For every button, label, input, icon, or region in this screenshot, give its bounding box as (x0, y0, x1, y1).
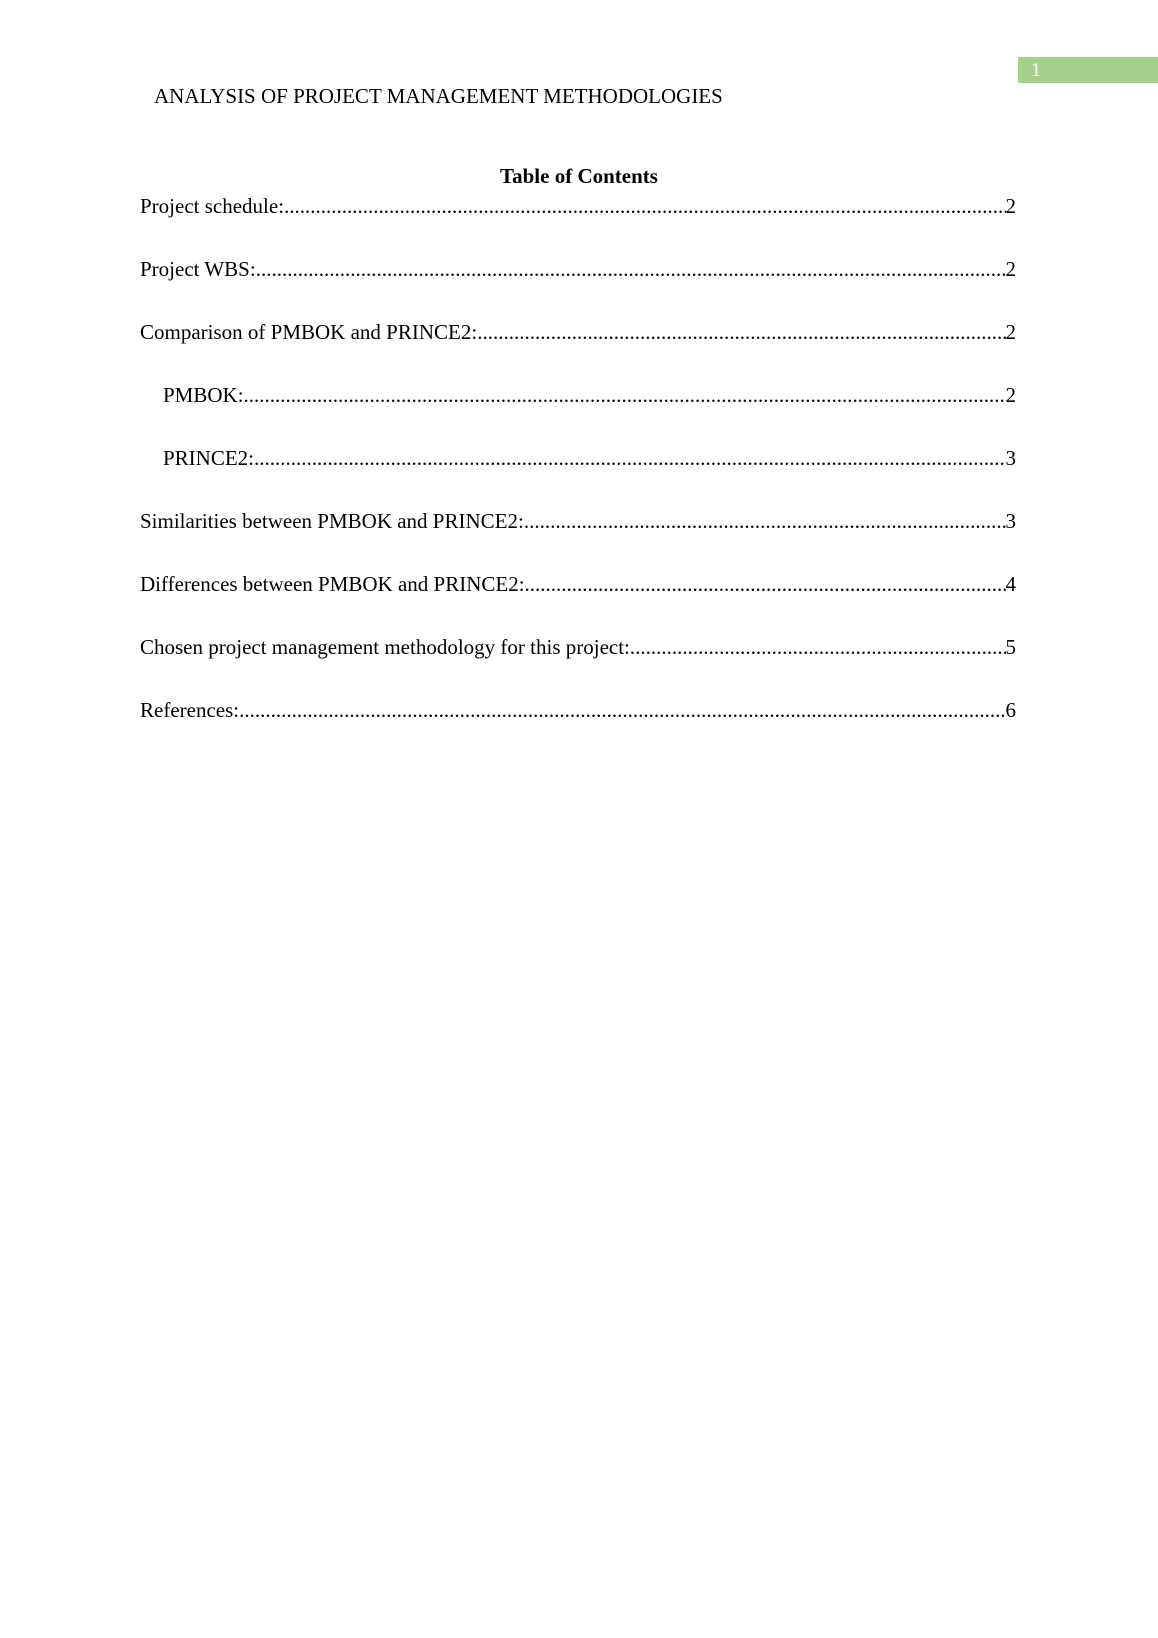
dot-leader (525, 571, 1006, 634)
toc-entry[interactable] (140, 382, 1016, 445)
toc-entry-page: 4 (1005, 572, 1016, 596)
toc-entry-page: 2 (1005, 320, 1016, 344)
dot-leader (244, 382, 1006, 445)
dot-leader (254, 445, 1005, 508)
toc-entry-label[interactable]: Chosen project management methodology for this project: (140, 635, 630, 659)
toc-entry[interactable] (140, 319, 1016, 382)
toc-entry-label[interactable]: Project schedule: (140, 194, 285, 218)
dot-leader (477, 319, 1005, 382)
toc-entry-page: 3 (1005, 446, 1016, 470)
toc-entry-page: 2 (1005, 257, 1016, 281)
page-number: 1 (1018, 57, 1158, 83)
dot-leader (284, 193, 1005, 256)
toc-entry-page: 5 (1005, 635, 1016, 659)
toc-entry-page: 6 (1005, 698, 1016, 722)
dot-leader (630, 634, 1006, 697)
dot-leader (524, 508, 1006, 571)
toc-entry-label[interactable]: References: (140, 698, 240, 722)
running-header: ANALYSIS OF PROJECT MANAGEMENT METHODOLOGIES (154, 84, 723, 108)
toc-title: Table of Contents (500, 164, 658, 188)
toc-entry[interactable] (140, 634, 1016, 697)
toc-entry-label[interactable]: Project WBS: (140, 257, 256, 281)
toc-entry[interactable] (140, 256, 1016, 319)
toc-entry-label[interactable]: Similarities between PMBOK and PRINCE2: (140, 509, 524, 533)
toc-entry[interactable] (140, 445, 1016, 508)
toc-entry[interactable] (140, 697, 1016, 760)
toc-entry-page: 2 (1005, 194, 1016, 218)
dot-leader (239, 697, 1005, 760)
toc-entry[interactable] (140, 508, 1016, 571)
toc-entry-label[interactable]: Comparison of PMBOK and PRINCE2: (140, 320, 478, 344)
toc-entry-label[interactable]: Differences between PMBOK and PRINCE2: (140, 572, 525, 596)
toc-entry[interactable] (140, 193, 1016, 256)
toc-entry-label[interactable]: PRINCE2: (163, 446, 255, 470)
dot-leader (256, 256, 1006, 319)
toc-entry-label[interactable]: PMBOK: (163, 383, 244, 407)
toc-entry[interactable] (140, 571, 1016, 634)
toc-entry-page: 2 (1005, 383, 1016, 407)
toc-entry-page: 3 (1005, 509, 1016, 533)
table-of-contents (140, 193, 1016, 760)
